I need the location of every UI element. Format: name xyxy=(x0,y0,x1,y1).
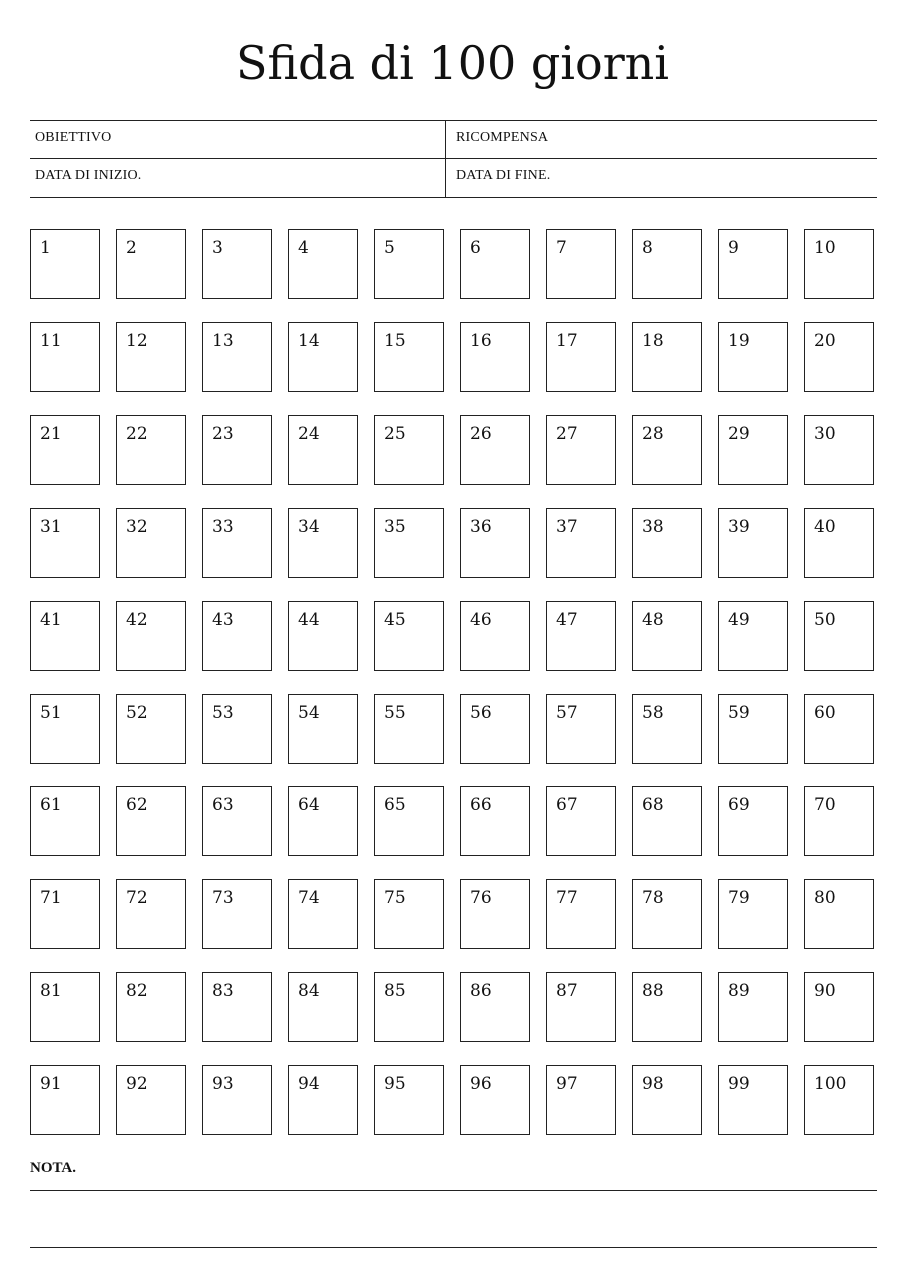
day-box[interactable] xyxy=(718,601,788,671)
day-number: 63 xyxy=(212,795,234,815)
day-box[interactable] xyxy=(288,879,358,949)
day-number: 75 xyxy=(384,888,406,908)
day-box[interactable] xyxy=(718,415,788,485)
day-number: 91 xyxy=(40,1074,62,1094)
day-box[interactable] xyxy=(116,229,186,299)
day-number: 54 xyxy=(298,703,320,723)
day-number: 99 xyxy=(728,1074,750,1094)
day-box[interactable] xyxy=(546,1065,616,1135)
day-number: 41 xyxy=(40,610,62,630)
day-number: 16 xyxy=(470,331,492,351)
day-number: 88 xyxy=(642,981,664,1001)
day-box[interactable] xyxy=(632,1065,702,1135)
day-number: 58 xyxy=(642,703,664,723)
day-box[interactable] xyxy=(202,601,272,671)
day-number: 3 xyxy=(212,238,223,258)
day-number: 29 xyxy=(728,424,750,444)
day-grid xyxy=(30,229,876,1135)
notes-line xyxy=(30,1247,877,1248)
day-number: 36 xyxy=(470,517,492,537)
day-box[interactable] xyxy=(546,972,616,1042)
day-box[interactable] xyxy=(30,322,100,392)
day-number: 24 xyxy=(298,424,320,444)
day-number: 12 xyxy=(126,331,148,351)
day-box[interactable] xyxy=(30,415,100,485)
end-date-label: DATA DI FINE. xyxy=(456,168,551,183)
day-box[interactable] xyxy=(288,786,358,856)
day-number: 60 xyxy=(814,703,836,723)
day-box[interactable] xyxy=(202,415,272,485)
day-box[interactable] xyxy=(718,322,788,392)
day-number: 71 xyxy=(40,888,62,908)
day-number: 22 xyxy=(126,424,148,444)
day-box[interactable] xyxy=(632,415,702,485)
day-box[interactable] xyxy=(116,601,186,671)
day-number: 42 xyxy=(126,610,148,630)
day-number: 17 xyxy=(556,331,578,351)
day-number: 5 xyxy=(384,238,395,258)
day-number: 97 xyxy=(556,1074,578,1094)
reward-label: RICOMPENSA xyxy=(456,130,549,145)
day-box[interactable] xyxy=(718,508,788,578)
day-number: 15 xyxy=(384,331,406,351)
day-box[interactable] xyxy=(30,879,100,949)
day-box[interactable] xyxy=(546,322,616,392)
day-box[interactable] xyxy=(374,601,444,671)
day-number: 13 xyxy=(212,331,234,351)
start-date-label: DATA DI INIZIO. xyxy=(35,168,142,183)
day-box[interactable] xyxy=(202,972,272,1042)
notes-label: NOTA. xyxy=(30,1160,76,1176)
day-number: 9 xyxy=(728,238,739,258)
day-box[interactable] xyxy=(202,508,272,578)
day-number: 90 xyxy=(814,981,836,1001)
goal-label: OBIETTIVO xyxy=(35,130,112,145)
day-box[interactable] xyxy=(460,229,530,299)
day-box[interactable] xyxy=(116,879,186,949)
day-box[interactable] xyxy=(718,1065,788,1135)
day-box[interactable] xyxy=(460,322,530,392)
day-number: 49 xyxy=(728,610,750,630)
day-number: 56 xyxy=(470,703,492,723)
day-box[interactable] xyxy=(546,694,616,764)
day-number: 27 xyxy=(556,424,578,444)
day-box[interactable] xyxy=(632,322,702,392)
day-number: 79 xyxy=(728,888,750,908)
day-number: 26 xyxy=(470,424,492,444)
day-number: 32 xyxy=(126,517,148,537)
day-box[interactable] xyxy=(202,694,272,764)
day-box[interactable] xyxy=(718,786,788,856)
day-box[interactable] xyxy=(718,229,788,299)
day-number: 100 xyxy=(814,1074,847,1094)
day-number: 57 xyxy=(556,703,578,723)
day-number: 1 xyxy=(40,238,51,258)
day-box[interactable] xyxy=(116,972,186,1042)
day-box[interactable] xyxy=(460,786,530,856)
day-box[interactable] xyxy=(804,879,874,949)
day-box[interactable] xyxy=(374,972,444,1042)
day-number: 40 xyxy=(814,517,836,537)
day-box[interactable] xyxy=(804,972,874,1042)
day-number: 11 xyxy=(40,331,62,351)
day-number: 96 xyxy=(470,1074,492,1094)
day-box[interactable] xyxy=(804,601,874,671)
day-number: 51 xyxy=(40,703,62,723)
day-number: 35 xyxy=(384,517,406,537)
day-box[interactable] xyxy=(460,1065,530,1135)
day-box[interactable] xyxy=(460,879,530,949)
day-number: 85 xyxy=(384,981,406,1001)
day-number: 70 xyxy=(814,795,836,815)
day-box[interactable] xyxy=(632,972,702,1042)
day-number: 14 xyxy=(298,331,320,351)
day-number: 43 xyxy=(212,610,234,630)
info-row-dates xyxy=(30,159,877,196)
day-box[interactable] xyxy=(804,415,874,485)
day-number: 62 xyxy=(126,795,148,815)
day-box[interactable] xyxy=(374,879,444,949)
day-box[interactable] xyxy=(202,786,272,856)
day-box[interactable] xyxy=(374,415,444,485)
day-number: 2 xyxy=(126,238,137,258)
day-number: 25 xyxy=(384,424,406,444)
day-number: 72 xyxy=(126,888,148,908)
day-box[interactable] xyxy=(546,786,616,856)
day-number: 52 xyxy=(126,703,148,723)
day-number: 69 xyxy=(728,795,750,815)
day-number: 33 xyxy=(212,517,234,537)
info-column-divider xyxy=(445,121,446,197)
day-box[interactable] xyxy=(632,879,702,949)
day-box[interactable] xyxy=(632,786,702,856)
day-number: 87 xyxy=(556,981,578,1001)
day-number: 4 xyxy=(298,238,309,258)
day-box[interactable] xyxy=(116,415,186,485)
day-number: 44 xyxy=(298,610,320,630)
day-box[interactable] xyxy=(288,601,358,671)
day-box[interactable] xyxy=(632,229,702,299)
day-number: 80 xyxy=(814,888,836,908)
day-number: 39 xyxy=(728,517,750,537)
day-box[interactable] xyxy=(116,508,186,578)
day-box[interactable] xyxy=(30,786,100,856)
day-number: 30 xyxy=(814,424,836,444)
day-number: 55 xyxy=(384,703,406,723)
day-box[interactable] xyxy=(374,322,444,392)
day-box[interactable] xyxy=(202,229,272,299)
day-number: 48 xyxy=(642,610,664,630)
page-title: Sfida di 100 giorni xyxy=(235,36,670,90)
day-box[interactable] xyxy=(202,879,272,949)
day-box[interactable] xyxy=(546,601,616,671)
day-number: 46 xyxy=(470,610,492,630)
day-box[interactable] xyxy=(202,1065,272,1135)
day-box[interactable] xyxy=(374,694,444,764)
day-box[interactable] xyxy=(460,415,530,485)
day-box[interactable] xyxy=(288,508,358,578)
day-number: 86 xyxy=(470,981,492,1001)
day-number: 45 xyxy=(384,610,406,630)
day-number: 89 xyxy=(728,981,750,1001)
day-box[interactable] xyxy=(632,508,702,578)
day-number: 8 xyxy=(642,238,653,258)
day-box[interactable] xyxy=(374,508,444,578)
day-number: 18 xyxy=(642,331,664,351)
day-box[interactable] xyxy=(632,601,702,671)
day-box[interactable] xyxy=(804,229,874,299)
day-box[interactable] xyxy=(30,229,100,299)
day-number: 20 xyxy=(814,331,836,351)
day-box[interactable] xyxy=(30,1065,100,1135)
day-number: 66 xyxy=(470,795,492,815)
day-number: 67 xyxy=(556,795,578,815)
day-box[interactable] xyxy=(460,972,530,1042)
day-number: 50 xyxy=(814,610,836,630)
day-number: 81 xyxy=(40,981,62,1001)
day-box[interactable] xyxy=(804,508,874,578)
day-number: 77 xyxy=(556,888,578,908)
day-number: 47 xyxy=(556,610,578,630)
info-table xyxy=(30,120,877,198)
day-number: 23 xyxy=(212,424,234,444)
day-number: 82 xyxy=(126,981,148,1001)
day-number: 59 xyxy=(728,703,750,723)
day-number: 21 xyxy=(40,424,62,444)
day-number: 95 xyxy=(384,1074,406,1094)
day-box[interactable] xyxy=(374,229,444,299)
day-number: 34 xyxy=(298,517,320,537)
day-number: 94 xyxy=(298,1074,320,1094)
day-box[interactable] xyxy=(804,694,874,764)
day-number: 38 xyxy=(642,517,664,537)
info-row-goal-reward xyxy=(30,121,877,159)
day-number: 78 xyxy=(642,888,664,908)
day-box[interactable] xyxy=(288,229,358,299)
day-box[interactable] xyxy=(718,694,788,764)
day-box[interactable] xyxy=(460,601,530,671)
day-number: 19 xyxy=(728,331,750,351)
day-number: 98 xyxy=(642,1074,664,1094)
day-box[interactable] xyxy=(374,1065,444,1135)
day-number: 74 xyxy=(298,888,320,908)
day-number: 61 xyxy=(40,795,62,815)
day-box[interactable] xyxy=(288,322,358,392)
day-number: 31 xyxy=(40,517,62,537)
day-box[interactable] xyxy=(116,1065,186,1135)
day-box[interactable] xyxy=(30,508,100,578)
day-number: 7 xyxy=(556,238,567,258)
day-box[interactable] xyxy=(288,694,358,764)
day-number: 76 xyxy=(470,888,492,908)
day-box[interactable] xyxy=(718,879,788,949)
day-number: 65 xyxy=(384,795,406,815)
day-box[interactable] xyxy=(288,972,358,1042)
day-box[interactable] xyxy=(202,322,272,392)
day-number: 64 xyxy=(298,795,320,815)
day-number: 84 xyxy=(298,981,320,1001)
day-box[interactable] xyxy=(632,694,702,764)
day-number: 73 xyxy=(212,888,234,908)
day-box[interactable] xyxy=(804,786,874,856)
day-box[interactable] xyxy=(804,322,874,392)
day-box[interactable] xyxy=(288,1065,358,1135)
day-box[interactable] xyxy=(30,601,100,671)
day-box[interactable] xyxy=(460,508,530,578)
day-number: 68 xyxy=(642,795,664,815)
day-number: 83 xyxy=(212,981,234,1001)
day-box[interactable] xyxy=(546,229,616,299)
day-box[interactable] xyxy=(374,786,444,856)
day-number: 28 xyxy=(642,424,664,444)
day-box[interactable] xyxy=(546,508,616,578)
day-box[interactable] xyxy=(546,415,616,485)
day-box[interactable] xyxy=(546,879,616,949)
day-box[interactable] xyxy=(288,415,358,485)
day-box[interactable] xyxy=(116,694,186,764)
day-number: 53 xyxy=(212,703,234,723)
day-box[interactable] xyxy=(116,786,186,856)
day-box[interactable] xyxy=(460,694,530,764)
day-box[interactable] xyxy=(30,972,100,1042)
day-number: 93 xyxy=(212,1074,234,1094)
day-box[interactable] xyxy=(804,1065,874,1135)
day-number: 6 xyxy=(470,238,481,258)
day-box[interactable] xyxy=(116,322,186,392)
day-number: 92 xyxy=(126,1074,148,1094)
day-number: 37 xyxy=(556,517,578,537)
day-box[interactable] xyxy=(30,694,100,764)
notes-line xyxy=(30,1190,877,1191)
day-number: 10 xyxy=(814,238,836,258)
day-box[interactable] xyxy=(718,972,788,1042)
